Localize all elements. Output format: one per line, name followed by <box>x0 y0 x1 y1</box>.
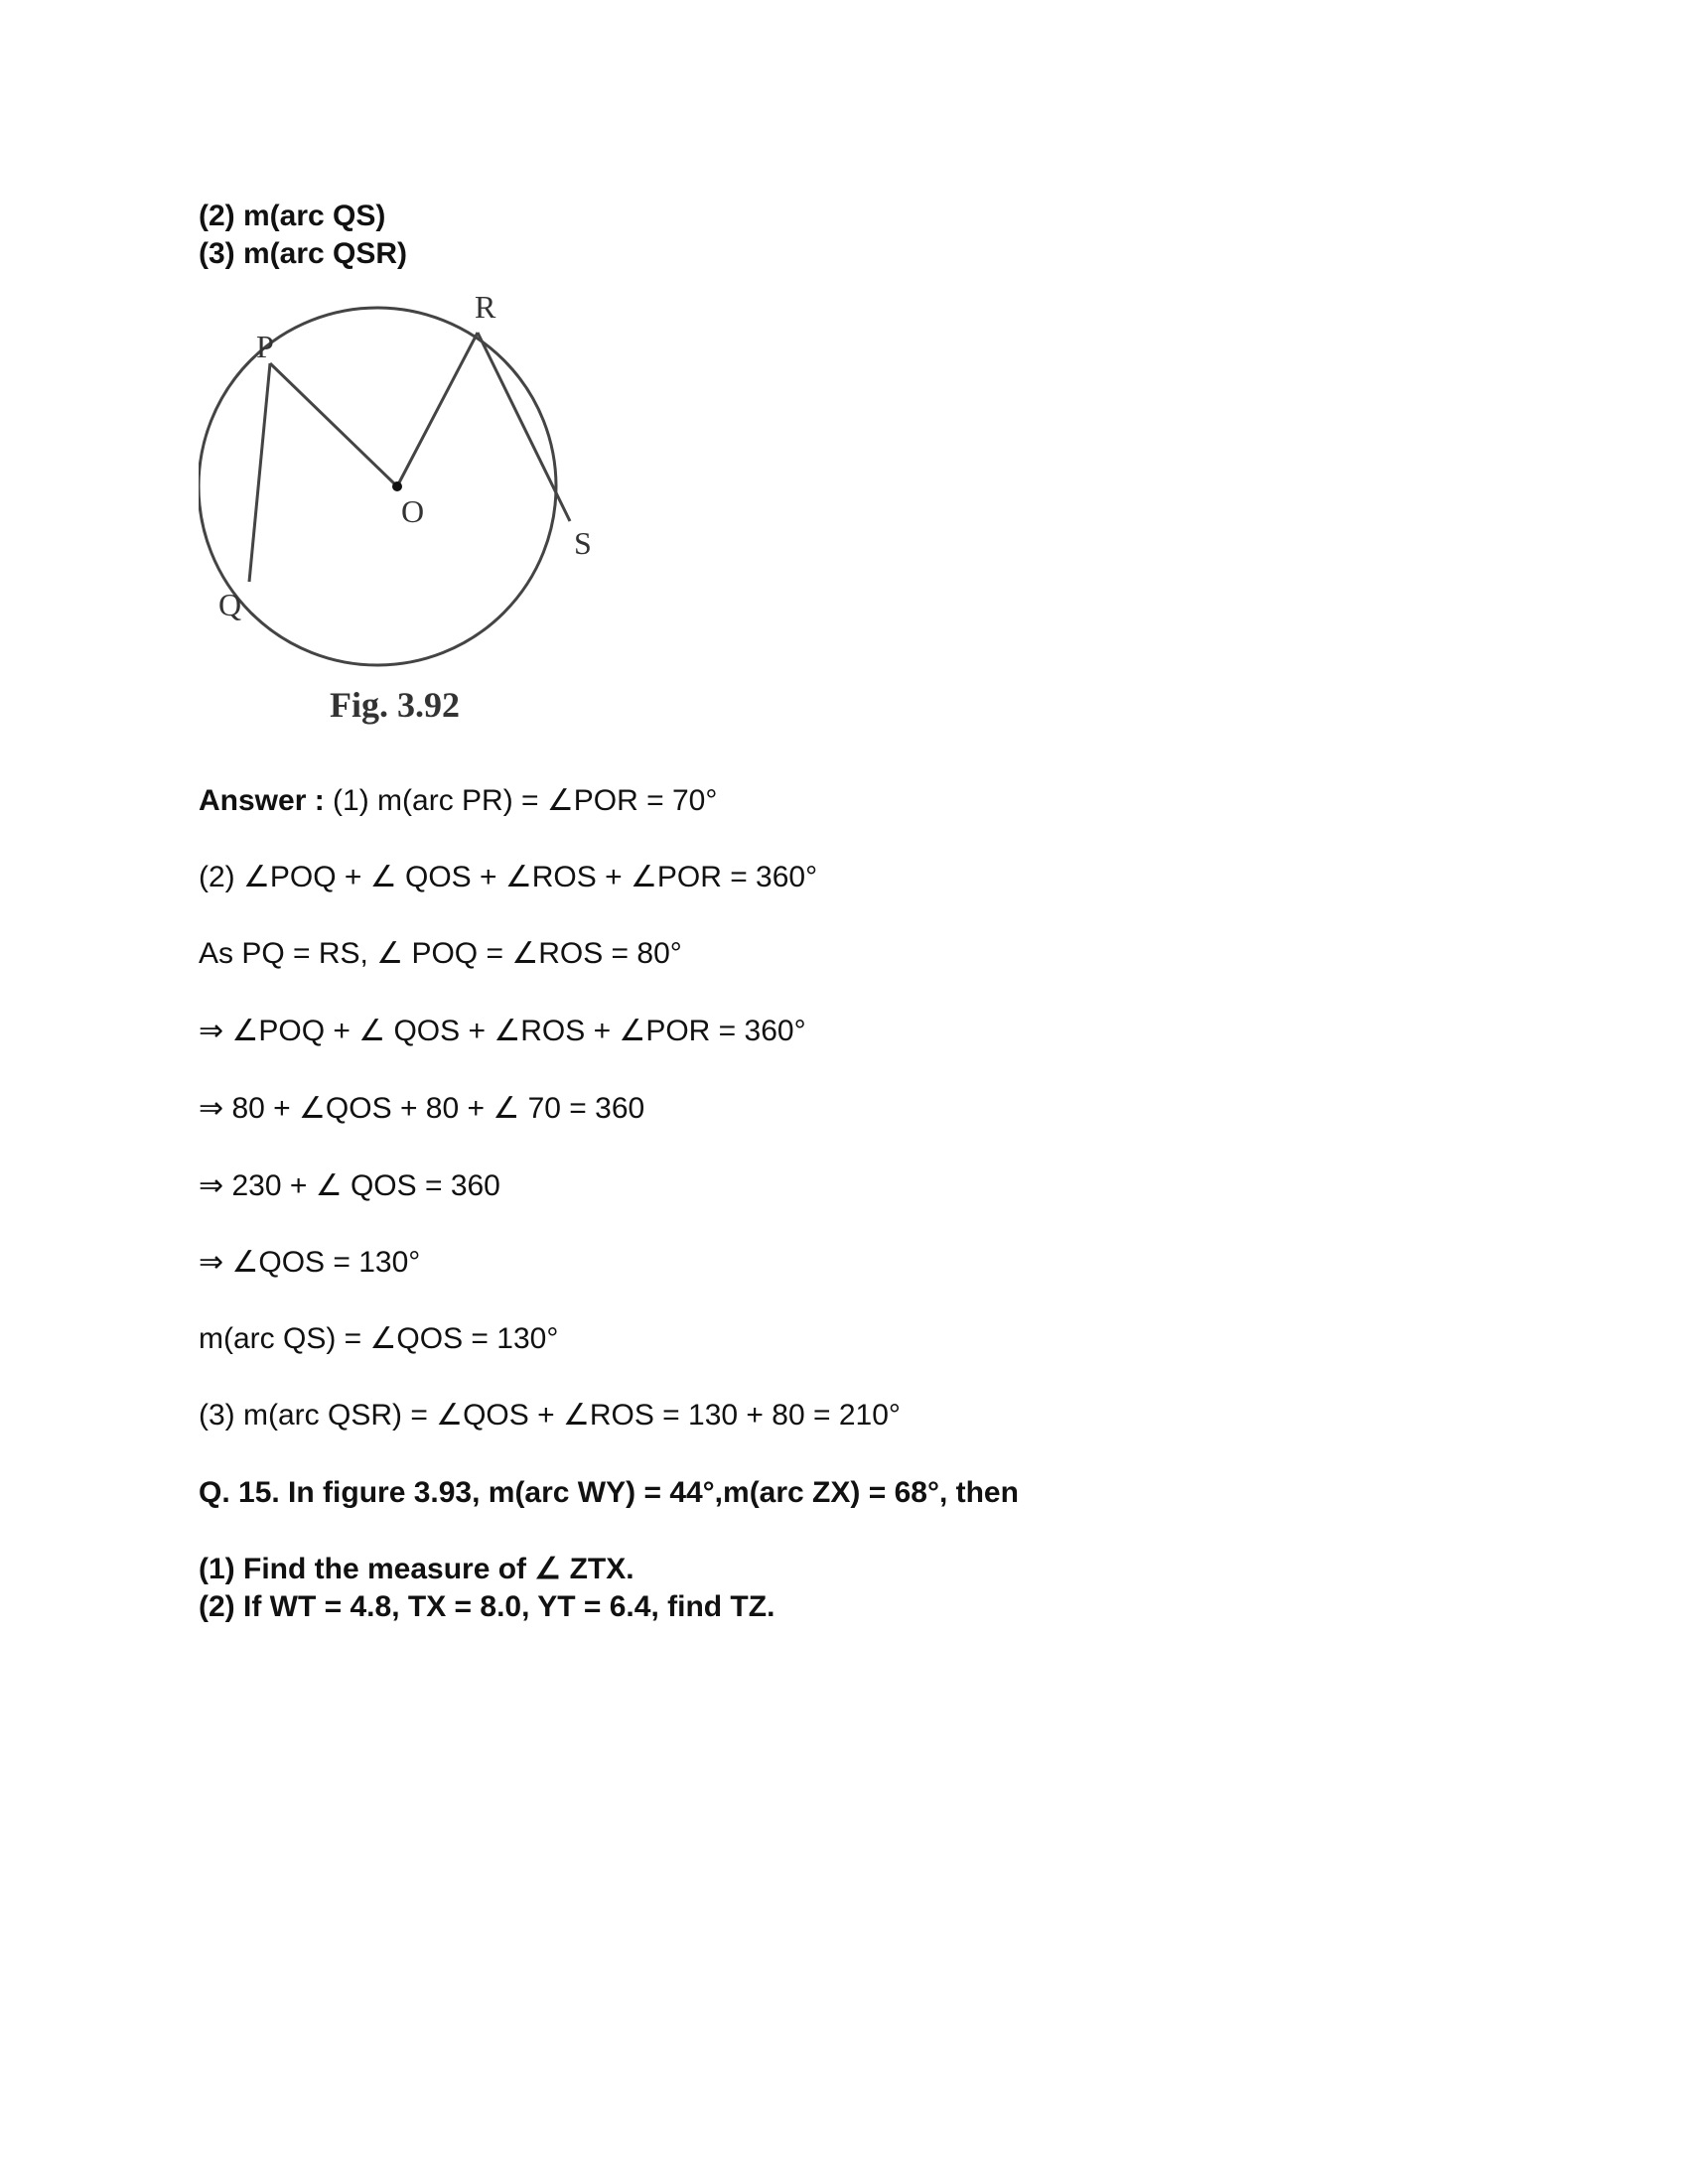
question-part-2: (2) m(arc QS) <box>199 200 386 232</box>
chord-rs <box>478 333 570 521</box>
chord-pq <box>249 363 270 582</box>
radius-or <box>397 333 478 486</box>
question-15-part-1: (1) Find the measure of ∠ ZTX. <box>199 1553 634 1585</box>
answer-step: ⇒ 230 + ∠ QOS = 360 <box>199 1169 500 1202</box>
question-15-title: Q. 15. In figure 3.93, m(arc WY) = 44°,m(arc ZX) = 68°, then <box>199 1476 1019 1509</box>
answer-step: ⇒ ∠QOS = 130° <box>199 1246 421 1279</box>
answer-label: Answer : <box>199 784 325 817</box>
question-15-part-2: (2) If WT = 4.8, TX = 8.0, YT = 6.4, find TZ. <box>199 1590 775 1623</box>
circle-figure <box>199 288 635 745</box>
center-point <box>392 481 402 491</box>
point-label-p: P <box>256 329 274 364</box>
circle-outline <box>199 308 556 665</box>
point-label-o: O <box>401 493 425 529</box>
answer-part-1: (1) m(arc PR) = ∠POR = 70° <box>324 784 718 817</box>
answer-step: (3) m(arc QSR) = ∠QOS + ∠ROS = 130 + 80 = 210° <box>199 1399 901 1432</box>
answer-step: m(arc QS) = ∠QOS = 130° <box>199 1322 559 1355</box>
figure-caption: Fig. 3.92 <box>330 685 460 725</box>
point-label-s: S <box>574 525 592 561</box>
answer-step: (2) ∠POQ + ∠ QOS + ∠ROS + ∠POR = 360° <box>199 861 818 893</box>
radius-po <box>270 363 397 486</box>
circle-diagram <box>199 288 635 745</box>
answer-step: As PQ = RS, ∠ POQ = ∠ROS = 80° <box>199 937 682 970</box>
answer-step: ⇒ 80 + ∠QOS + 80 + ∠ 70 = 360 <box>199 1092 645 1125</box>
point-label-q: Q <box>218 587 242 622</box>
answer-step: ⇒ ∠POQ + ∠ QOS + ∠ROS + ∠POR = 360° <box>199 1015 806 1047</box>
point-label-r: R <box>475 289 496 325</box>
answer-line-1 <box>199 783 717 819</box>
question-part-3: (3) m(arc QSR) <box>199 237 408 270</box>
